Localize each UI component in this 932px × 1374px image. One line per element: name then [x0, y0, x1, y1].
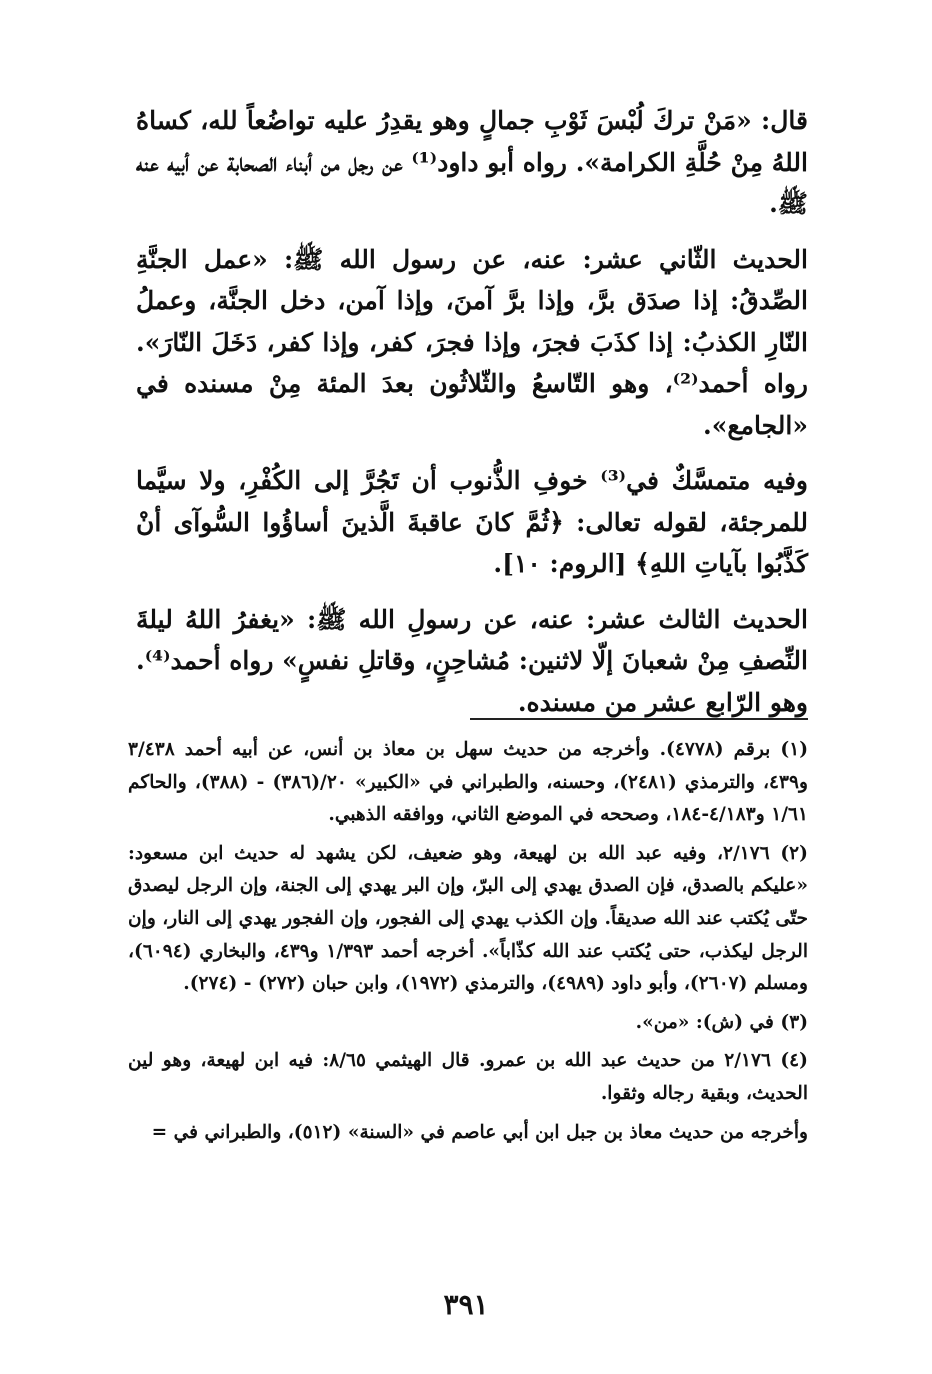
footnote-3: (٣) في (ش): «من». — [635, 1011, 808, 1033]
paragraph-commentary: وفيه متمسَّكٌ في⁽³⁾ خوفِ الذُّنوب أن تَجُرَّ إلى الكُفْرِ، ولا سيَّما للمرجئة، لقوله تعالى: ﴿ثُمَّ كانَ عاقبةَ الَّذينَ أساؤُوا السُّوآى أنْ كَذَّبُوا بآياتِ اللهِ﴾ [الروم: ١٠]. — [136, 466, 808, 578]
footnote-4: (٤) ٢/١٧٦ من حديث عبد الله بن عمرو. قال الهيثمي ٨/٦٥: فيه ابن لهيعة، وهو لين الحديث، وبقية رجاله وثقوا. — [128, 1050, 808, 1104]
page-number: ٣٩١ — [443, 1288, 489, 1321]
footnote-1: (١) برقم (٤٧٧٨). وأخرجه من حديث سهل بن معاذ بن أنس، عن أبيه أحمد ٣/٤٣٨ و٤٣٩، والترمذي (٢٤٨١)، وحسنه، والطبراني في «الكبير» ٢٠/(٣٨٦) - (٣٨٨)، والحاكم ١/٦١ و٤/١٨٣-١٨٤، وصححه في الموضع الثاني، ووافقه الذهبي. — [128, 739, 808, 826]
paragraph-hadith-12: الحديث الثّاني عشر: عنه، عن رسول الله ﷺ: «عمل الجنَّةِ الصِّدقُ: إذا صدَق برَّ، وإذا برَّ آمنَ، وإذا آمن، دخل الجنَّة، وعملُ النّارِ الكذبُ: إذا كذَبَ فجرَ، وإذا فجرَ، كفر، وإذا كفر، دَخَلَ النّارَ». رواه أحمد⁽²⁾، وهو التّاسعُ والثّلاثُون بعدَ المئة مِنْ مسنده في «الجامع». — [136, 244, 808, 440]
footnote-2: (٢) ٢/١٧٦، وفيه عبد الله بن لهيعة، وهو ضعيف، لكن يشهد له حديث ابن مسعود: «عليكم بالصدق، فإن الصدق يهدي إلى البرّ، وإن البر يهدي إلى الجنة، وإن الرجل ليصدق حتّى يُكتب عند الله صديقاً. وإن الكذب يهدي إلى الفجور، وإن الفجور يهدي إلى النار، وإن الرجل ليكذب، حتى يُكتب عند الله كذّاباً». أخرجه أحمد ١/٣٩٣ و٤٣٩، والبخاري (٦٠٩٤)، ومسلم (٢٦٠٧)، وأبو داود (٤٩٨٩)، والترمذي (١٩٧٢)، وابن حبان (٢٧٢) - (٢٧٤). — [128, 842, 808, 995]
footnote-4-continued: وأخرجه من حديث معاذ بن جبل ابن أبي عاصم في «السنة» (٥١٢)، والطبراني في = — [151, 1121, 808, 1143]
footnote-separator — [470, 718, 808, 720]
paragraph-hadith-13: الحديث الثالث عشر: عنه، عن رسولِ الله ﷺ: «يغفرُ اللهُ ليلةَ النِّصفِ مِنْ شعبانَ إلّا لاثنين: مُشاحِنٍ، وقاتلِ نفسٍ» رواه أحمد⁽⁴⁾. وهو الرّابع عشر من مسنده. — [136, 604, 808, 717]
footnotes — [128, 734, 808, 1155]
paragraph-hadith-11-end: قال: «مَنْ تركَ لُبْسَ ثَوْبِ جمالٍ وهو يقدِرُ عليه تواضُعاً لله، كساهُ اللهُ مِنْ حُلَّةِ الكرامة». رواه أبو داود⁽¹⁾ عن رجل من أبناء الصحابة عن أبيه عنه ﷺ. — [136, 106, 808, 218]
main-text — [136, 100, 808, 737]
